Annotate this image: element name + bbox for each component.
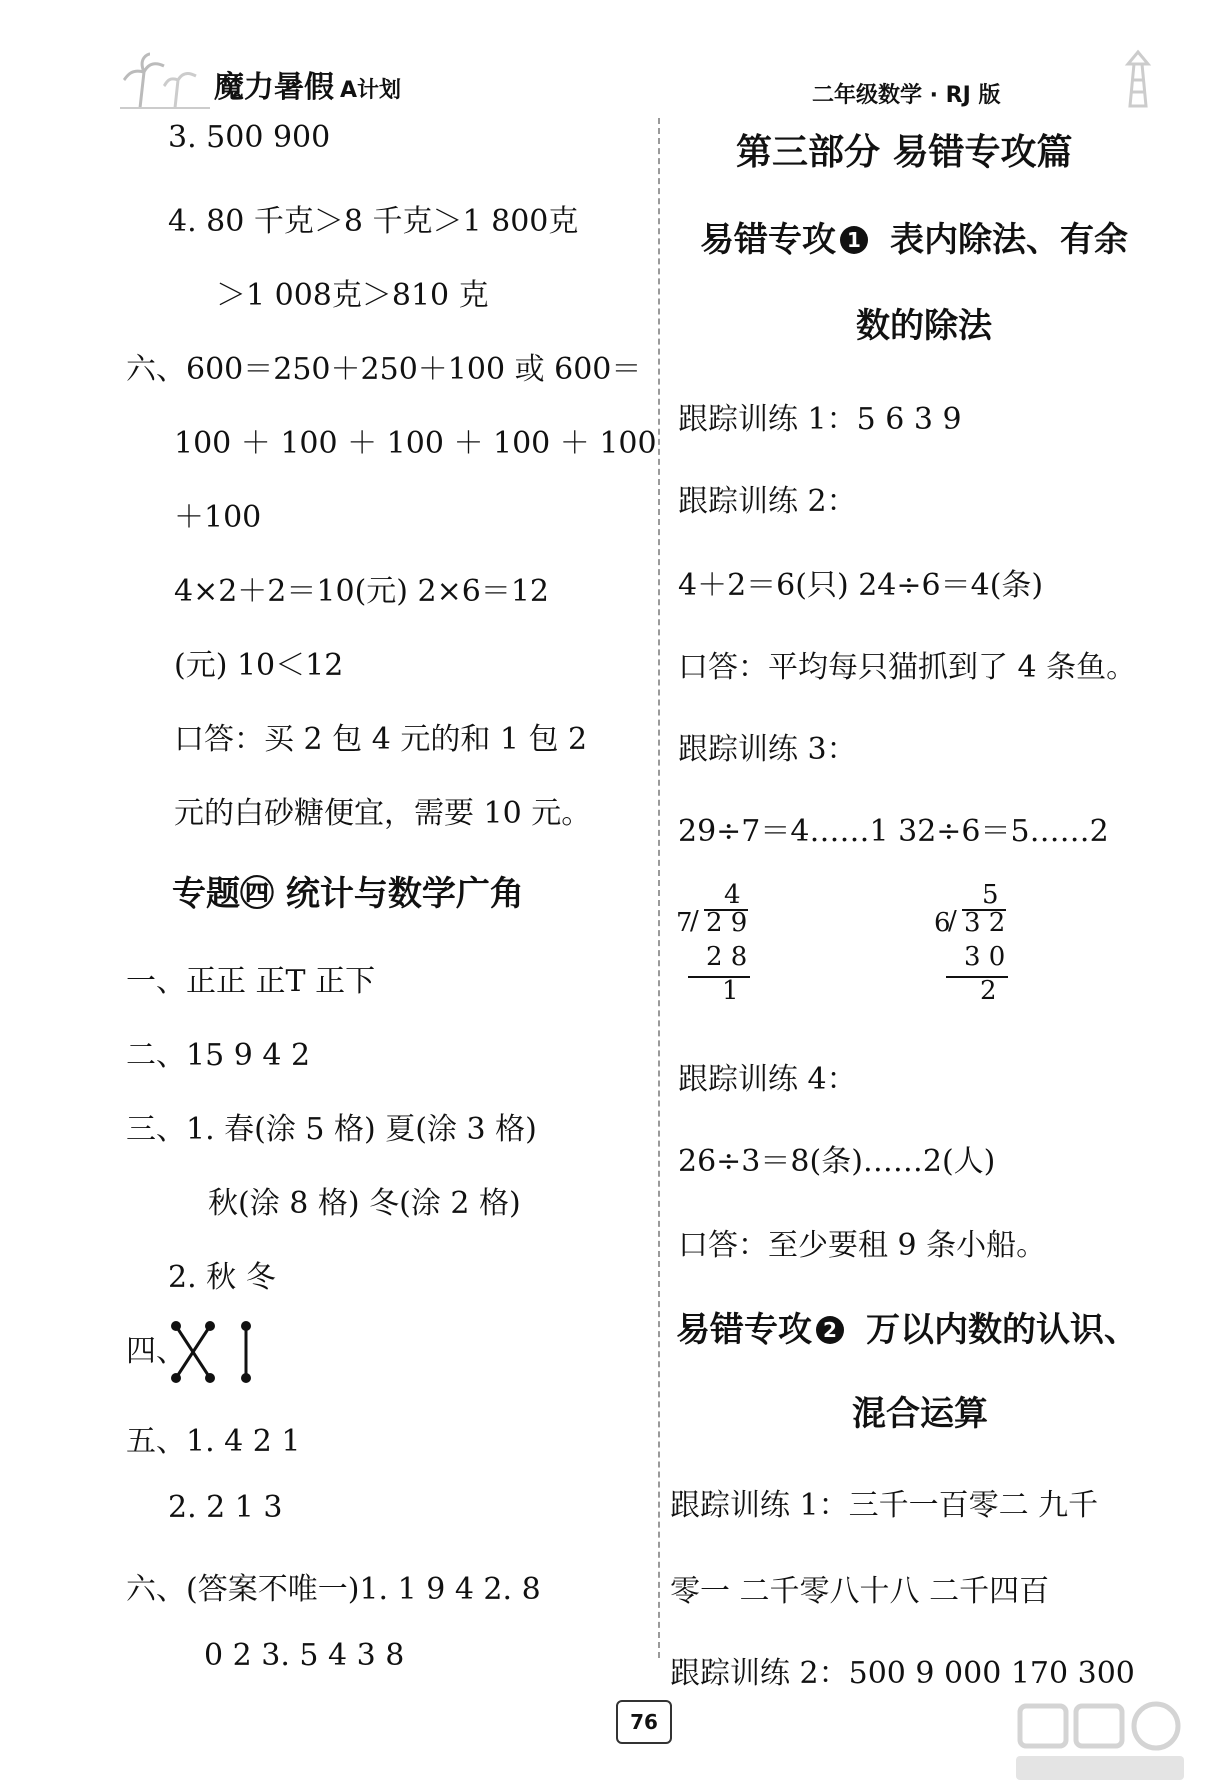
left-line-6: ＋100: [174, 500, 262, 535]
div2-bracket: /: [948, 906, 957, 936]
left-line-15: 2. 秋 冬: [168, 1260, 276, 1295]
right-line-12: 跟踪训练 2：500 9 000 170 300: [670, 1656, 1135, 1691]
left-line-3: ＞1 008克＞810 克: [216, 278, 489, 313]
topic-heading: 专题㊃ 统计与数学广角: [172, 874, 524, 914]
section-1-title-b: 表内除法、有余: [890, 220, 1128, 260]
div1-dividend: 2 9: [706, 908, 748, 938]
long-division-2: [934, 880, 1014, 1010]
left-line-11: 一、正正 正T 正下: [126, 964, 376, 999]
header-left-title: [214, 62, 401, 106]
right-line-8: 26÷3＝8(条)……2(人): [678, 1144, 996, 1179]
div1-remainder: 1: [722, 976, 739, 1006]
right-line-3: 4＋2＝6(只) 24÷6＝4(条): [678, 568, 1044, 603]
part-title: 第三部分 易错专攻篇: [736, 132, 1073, 173]
left-line-7: 4×2＋2＝10(元) 2×6＝12: [174, 574, 549, 609]
right-line-5: 跟踪训练 3：: [678, 732, 857, 767]
header-logo-icon: [120, 50, 210, 114]
right-line-7: 跟踪训练 4：: [678, 1062, 857, 1097]
left-line-12: 二、15 9 4 2: [126, 1038, 311, 1073]
right-line-1: 跟踪训练 1：5 6 3 9: [678, 402, 962, 437]
section-2-number-badge: 2: [816, 1316, 844, 1344]
right-line-11: 零一 二千零八十八 二千四百: [670, 1574, 1050, 1609]
section-1-title-cont: 数的除法: [856, 306, 992, 346]
header-right-title: 二年级数学 · RJ 版: [812, 83, 1001, 108]
div1-top-bar: [704, 909, 748, 911]
div1-bottom-bar: [688, 976, 750, 978]
left-line-9: 口答：买 2 包 4 元的和 1 包 2: [174, 722, 588, 757]
left-line-20: 0 2 3. 5 4 3 8: [204, 1638, 405, 1673]
left-line-5: 100 ＋ 100 ＋ 100 ＋ 100 ＋ 100: [174, 426, 657, 461]
left-line-2: 4. 80 千克＞8 千克＞1 800克: [168, 204, 579, 239]
left-line-18: 2. 2 1 3: [168, 1490, 283, 1525]
section-1-number-badge: 1: [840, 226, 868, 254]
watermark-logo-icon: [1010, 1700, 1190, 1788]
div2-bottom-bar: [946, 976, 1008, 978]
left-line-16-label: 四、: [126, 1334, 186, 1369]
div2-quotient: 5: [982, 880, 999, 910]
right-line-6: 29÷7＝4……1 32÷6＝5……2: [678, 814, 1109, 849]
left-line-13: 三、1. 春(涂 5 格) 夏(涂 3 格): [126, 1112, 537, 1147]
book-title-suffix: A计划: [340, 78, 402, 103]
book-title: 魔力暑假: [214, 70, 334, 105]
section-2-title-cont: 混合运算: [852, 1394, 988, 1434]
left-line-4: 六、600＝250＋250＋100 或 600＝: [126, 352, 642, 387]
header-lighthouse-icon: [1112, 46, 1162, 112]
left-line-10: 元的白砂糖便宜，需要 10 元。: [174, 796, 592, 831]
div2-product: 3 0: [964, 942, 1006, 972]
section-1-title-a: 易错专攻: [700, 220, 836, 260]
left-line-19: 六、(答案不唯一)1. 1 9 4 2. 8: [126, 1572, 541, 1607]
left-line-14: 秋(涂 8 格) 冬(涂 2 格): [208, 1186, 521, 1221]
div1-product: 2 8: [706, 942, 748, 972]
left-line-17: 五、1. 4 2 1: [126, 1424, 301, 1459]
matching-lines-diagram: [166, 1318, 256, 1392]
section-2-title-a: 易错专攻: [676, 1310, 812, 1350]
right-line-4: 口答：平均每只猫抓到了 4 条鱼。: [678, 650, 1137, 685]
left-line-8: (元) 10＜12: [174, 648, 344, 683]
div1-divisor: 7: [676, 908, 693, 938]
section-1-title: [700, 212, 1128, 261]
column-divider: [658, 118, 660, 1658]
div2-top-bar: [962, 909, 1006, 911]
div2-divisor: 6: [934, 908, 951, 938]
div1-bracket: /: [690, 906, 699, 936]
div1-quotient: 4: [724, 880, 741, 910]
long-division-1: [676, 880, 756, 1010]
section-2-title-b: 万以内数的认识、: [866, 1310, 1138, 1350]
section-2-title: [676, 1302, 1138, 1351]
div2-dividend: 3 2: [964, 908, 1006, 938]
right-line-9: 口答：至少要租 9 条小船。: [678, 1228, 1047, 1263]
right-line-2: 跟踪训练 2：: [678, 484, 857, 519]
div2-remainder: 2: [980, 976, 997, 1006]
right-line-10: 跟踪训练 1：三千一百零二 九千: [670, 1488, 1099, 1523]
page-number: 76: [616, 1700, 672, 1744]
left-line-1: 3. 500 900: [168, 120, 331, 155]
